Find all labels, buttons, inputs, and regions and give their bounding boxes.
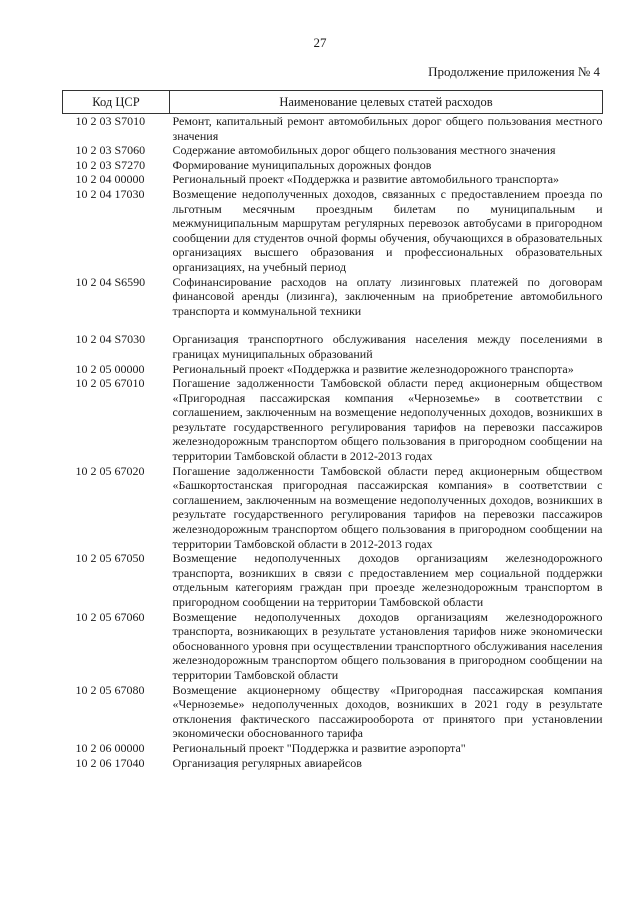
row-name: Погашение задолженности Тамбовской области перед акционерным обществом «Башкортостанская пригородная пассажирская компания» в соответствии с соглашением, заключенным на возмещение недополученных доходов, возникших в результате государственного регулирования тарифов на перевозки пассажиров железнодорожным транспортом общего пользования в пригородном сообщении на территории Тамбовской области в 2012-2013 годах: [172, 463, 603, 551]
row-code: 10 2 04 00000: [75, 172, 145, 187]
row-code: 10 2 03 S7060: [75, 143, 146, 158]
row-name: Организация регулярных авиарейсов: [172, 755, 362, 770]
table-row: [63, 610, 603, 683]
row-code: 10 2 04 17030: [75, 186, 145, 201]
row-code: 10 2 03 S7270: [75, 157, 146, 172]
page-number: 27: [313, 35, 327, 50]
table-row: [63, 158, 603, 173]
row-name: Формирование муниципальных дорожных фондов: [172, 157, 432, 172]
row-name: Возмещение акционерному обществу «Пригородная пассажирская компания «Черноземье» недополученных доходов, возникших в 2021 году в результате отклонения фактического пассажирооборота от принятого при установлении экономически обоснованного тарифа: [172, 682, 603, 741]
table-row: [63, 741, 603, 756]
header-code: Код ЦСР: [63, 91, 170, 114]
table-row: [63, 756, 603, 771]
row-name: Возмещение недополученных доходов, связанных с предоставлением проезда по льготным месячным проездным билетам по муниципальным и межмуниципальным маршрутам регулярных перевозок автобусами в пригородном сообщении для студентов очной формы обучения, обучающихся в образовательных организациях высшего образования и профессиональных образовательных организациях, на учебный период: [172, 186, 603, 274]
table-row: [63, 172, 603, 187]
row-name: Организация транспортного обслуживания населения между поселениями в границах муниципальных образований: [172, 332, 603, 361]
row-code: 10 2 04 S7030: [75, 332, 146, 347]
header-name: Наименование целевых статей расходов: [170, 91, 603, 114]
row-name: Региональный проект «Поддержка и развитие железнодорожного транспорта»: [172, 361, 574, 376]
table-row: [63, 114, 603, 144]
row-code: 10 2 05 67010: [75, 376, 145, 391]
table-row: [63, 464, 603, 552]
row-code: 10 2 05 00000: [75, 361, 145, 376]
row-name: Ремонт, капитальный ремонт автомобильных дорог общего пользования местного значения: [172, 114, 603, 143]
row-name: Содержание автомобильных дорог общего пользования местного значения: [172, 143, 556, 158]
row-name: Региональный проект "Поддержка и развитие аэропорта": [172, 740, 466, 755]
row-code: 10 2 05 67050: [75, 551, 145, 566]
row-code: 10 2 04 S6590: [75, 274, 146, 289]
row-spacer: [63, 318, 603, 332]
row-code: 10 2 03 S7010: [75, 114, 146, 128]
table-row: [63, 376, 603, 464]
table-row: [63, 683, 603, 741]
row-name: Погашение задолженности Тамбовской области перед акционерным обществом «Пригородная пассажирская компания «Черноземье» в соответствии с соглашением, заключенным на возмещение недополученных доходов, возникших в результате государственного регулирования тарифов на перевозки пассажиров железнодорожным транспортом общего пользования в пригородном сообщении на территории Тамбовской области в 2012-2013 годах: [172, 376, 603, 464]
row-code: 10 2 05 67080: [75, 682, 145, 697]
row-code: 10 2 06 17040: [75, 755, 145, 770]
table-row: [63, 332, 603, 361]
row-name: Возмещение недополученных доходов организациям железнодорожного транспорта, возникших в связи с предоставлением мер социальной поддержки отдельным категориям граждан при проезде железнодорожным транспортом в пригородном сообщении на территории Тамбовской области: [172, 551, 603, 609]
appendix-continuation-note: Продолжение приложения № 4: [428, 64, 600, 79]
row-code: 10 2 06 00000: [75, 740, 145, 755]
table-row: [63, 275, 603, 319]
table-row: [63, 187, 603, 275]
row-code: 10 2 05 67060: [75, 609, 145, 624]
row-code: 10 2 05 67020: [75, 463, 145, 478]
table-row: [63, 143, 603, 158]
table-header-row: [63, 91, 603, 114]
row-name: Региональный проект «Поддержка и развитие автомобильного транспорта»: [172, 172, 560, 187]
table-row: [63, 362, 603, 377]
target-items-table: [62, 90, 603, 770]
row-name: Софинансирование расходов на оплату лизинговых платежей по договорам финансовой аренды (лизинга), заключенным на приобретение автомобильного транспорта и коммунальной техники: [172, 274, 603, 318]
row-name: Возмещение недополученных доходов организациям железнодорожного транспорта, возникающих в результате установления тарифов ниже экономически обоснованного уровня при осуществлении транспортного обслуживания населения железнодорожным транспортом общего пользования в пригородном сообщении на территории Тамбовской области: [172, 609, 603, 682]
table-row: [63, 551, 603, 609]
